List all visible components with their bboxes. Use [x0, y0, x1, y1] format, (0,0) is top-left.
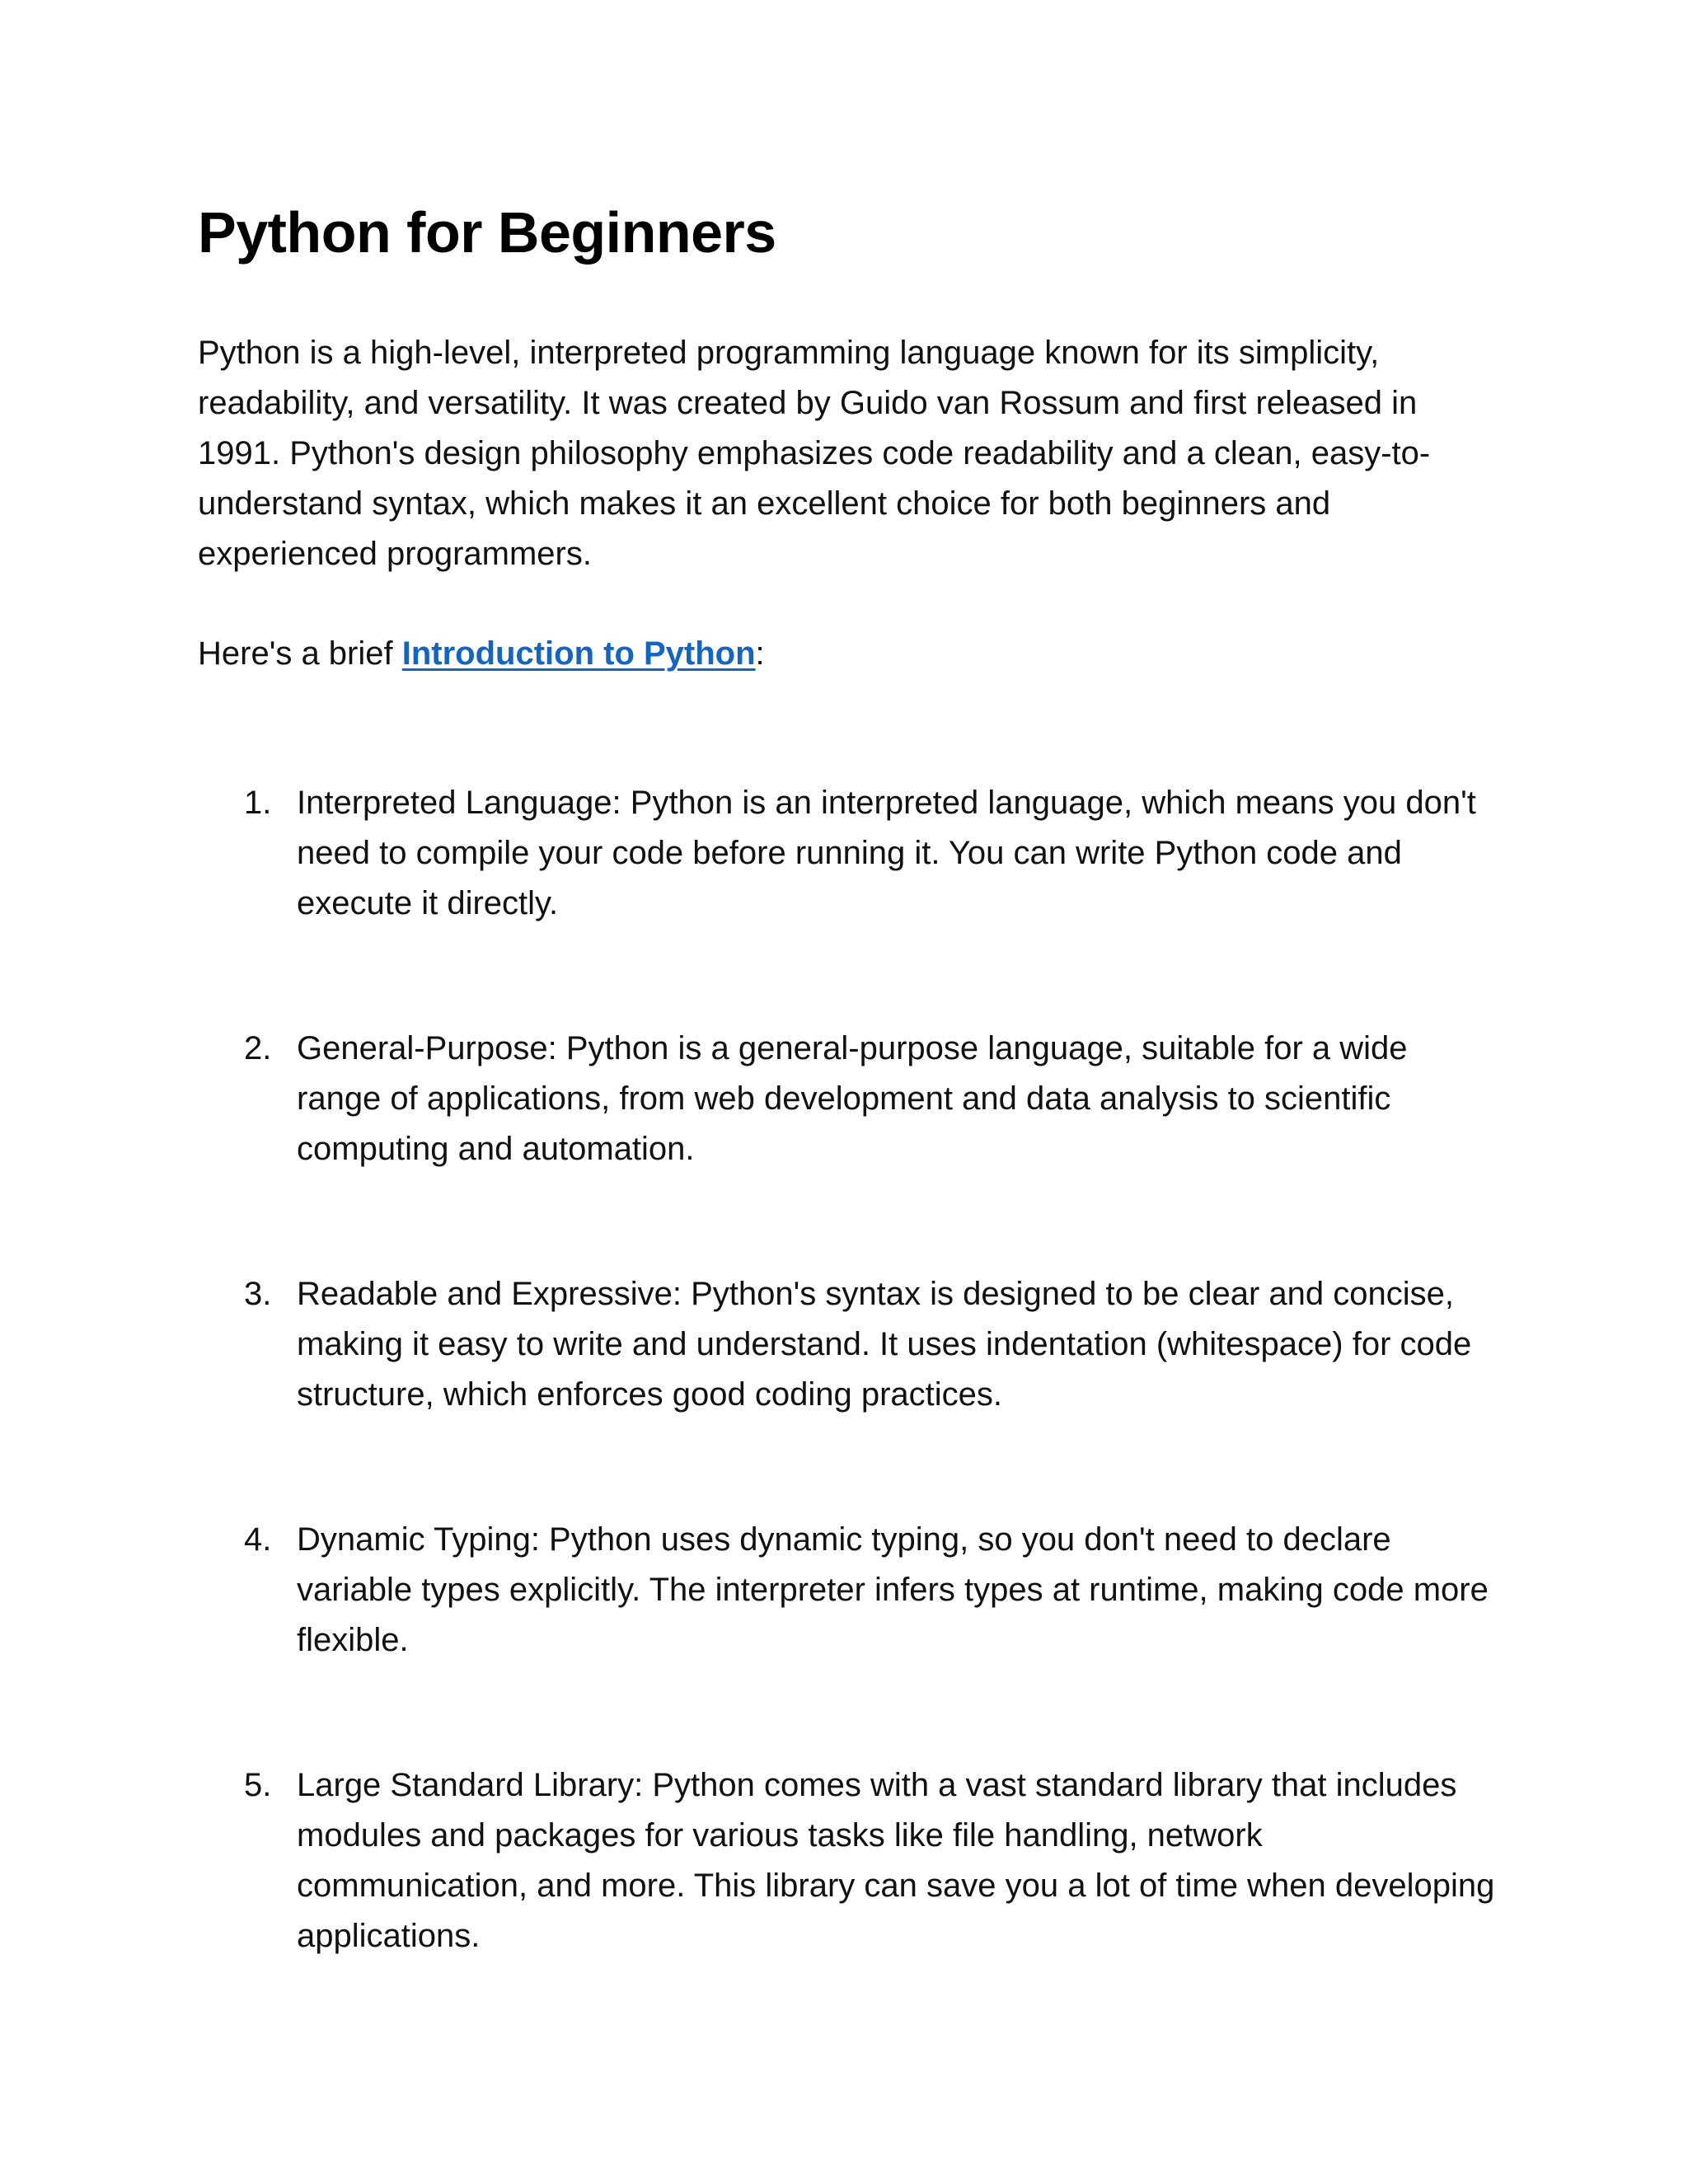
- list-item-number: 2.: [244, 1030, 272, 1066]
- list-item: [198, 1024, 1500, 1174]
- list-item-number: 4.: [244, 1521, 272, 1558]
- list-item-text: General-Purpose: Python is a general-purpose language, suitable for a wide range of applications, from web development and data analysis to scientific computing and automation.: [297, 1030, 1408, 1167]
- list-item: [198, 1515, 1500, 1666]
- list-item: [198, 1269, 1500, 1420]
- introduction-to-python-link[interactable]: Introduction to Python: [401, 635, 756, 672]
- brief-suffix: :: [755, 635, 765, 672]
- page-title: Python for Beginners: [198, 200, 776, 265]
- list-item-text: Large Standard Library: Python comes with a vast standard library that includes modules and packages for various tasks like file handling, network communication, and more. This library can save you a lot of time when developing applications.: [297, 1767, 1495, 1954]
- feature-list: [198, 778, 1500, 1961]
- brief-intro-line: [198, 629, 1500, 679]
- intro-paragraph: Python is a high-level, interpreted programming language known for its simplicity, readability, and versatility. It was created by Guido van Rossum and first released in 1991. Python's design philosophy emphasizes code readability and a clean, easy-to-understand syntax, which makes it an excellent choice for both beginners and experienced programmers.: [198, 335, 1431, 572]
- brief-prefix: Here's a brief: [198, 635, 402, 672]
- list-item: [198, 778, 1500, 929]
- list-item-text: Interpreted Language: Python is an interpreted language, which means you don't need to compile your code before running it. You can write Python code and execute it directly.: [297, 785, 1476, 921]
- document-content: [198, 198, 1500, 2056]
- list-item-text: Readable and Expressive: Python's syntax is designed to be clear and concise, making it easy to write and understand. It uses indentation (whitespace) for code structure, which enforces good coding practices.: [297, 1276, 1472, 1413]
- list-item-number: 1.: [244, 785, 272, 821]
- list-item-number: 5.: [244, 1767, 272, 1803]
- list-item: [198, 1760, 1500, 1961]
- list-item-text: Dynamic Typing: Python uses dynamic typing, so you don't need to declare variable types explicitly. The interpreter infers types at runtime, making code more flexible.: [297, 1521, 1489, 1658]
- list-item-number: 3.: [244, 1276, 272, 1312]
